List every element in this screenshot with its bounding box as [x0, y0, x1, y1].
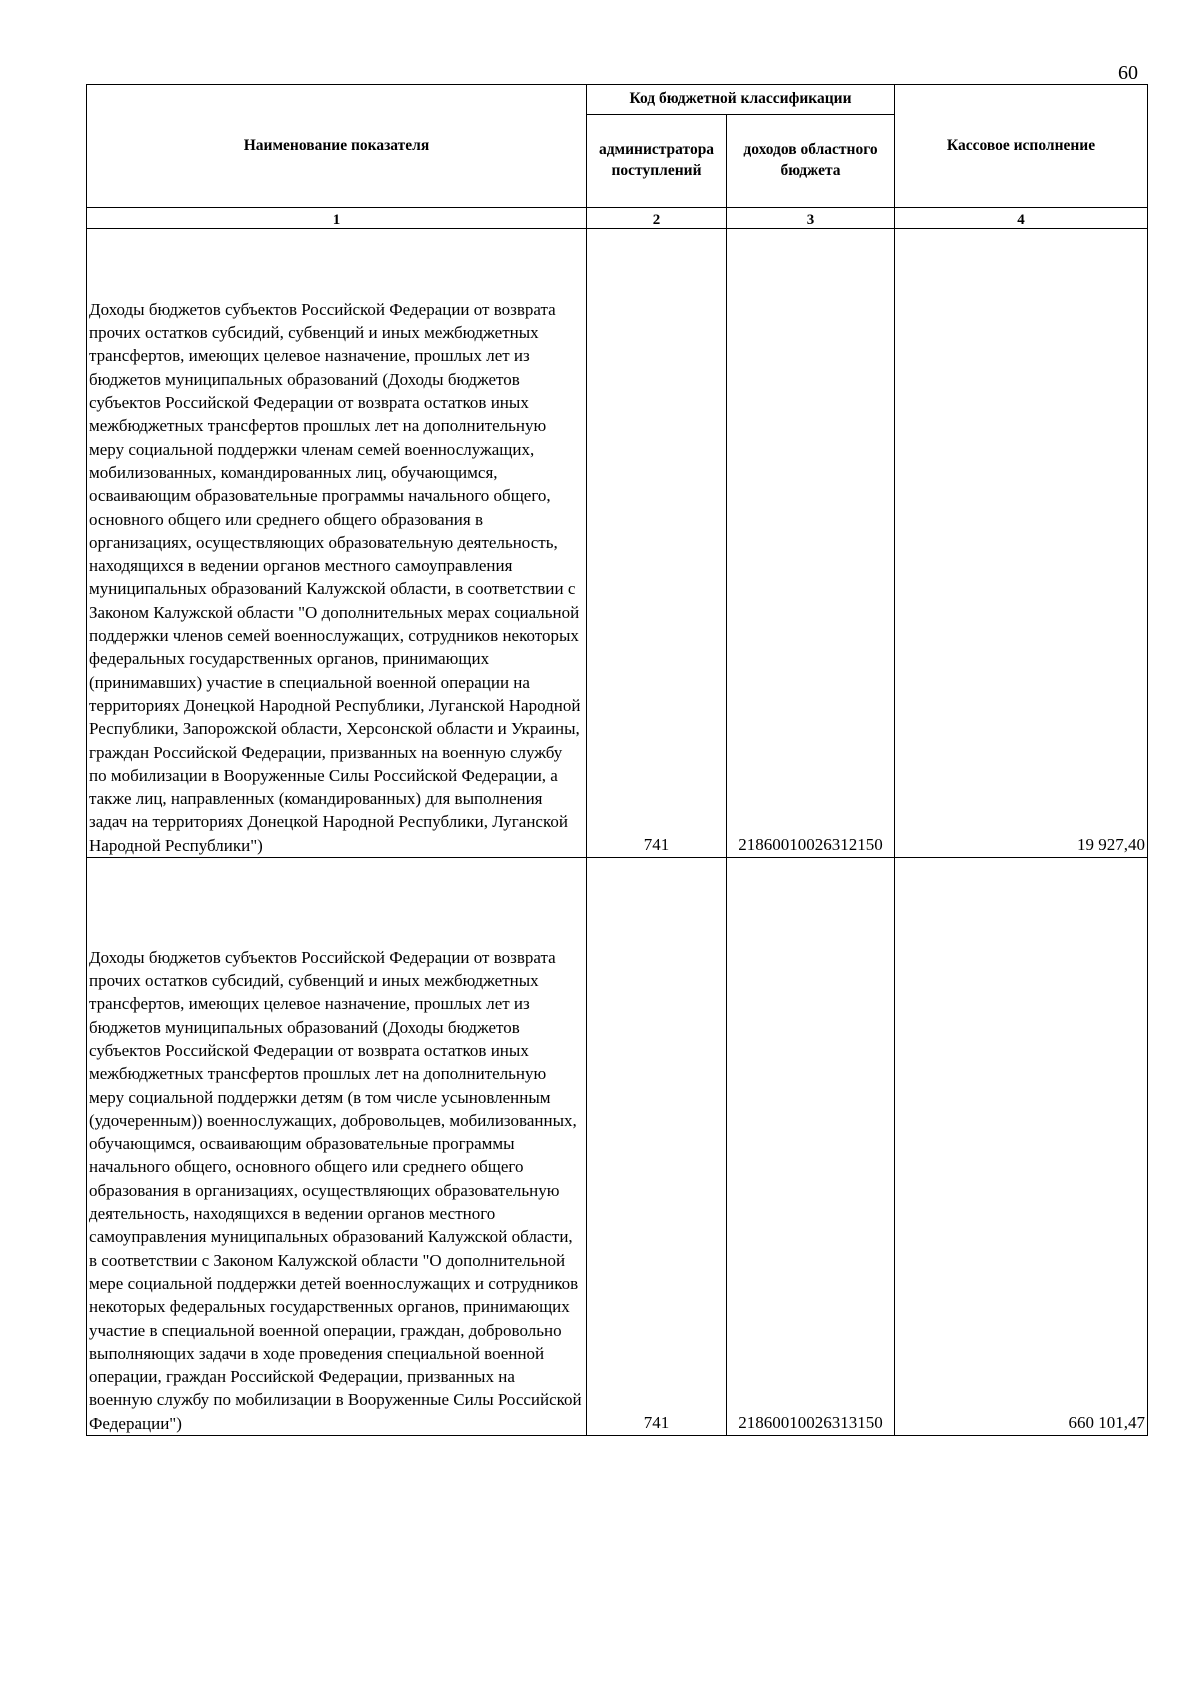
row-cash-amount: 19 927,40: [895, 229, 1148, 858]
table-row: [87, 229, 1148, 858]
header-cash-execution: Кассовое исполнение: [895, 85, 1148, 208]
row-admin-code: 741: [587, 229, 727, 858]
column-number-4: 4: [895, 208, 1148, 229]
row-name: Доходы бюджетов субъектов Российской Федерации от возврата прочих остатков субсидий, субвенций и иных межбюджетных трансфертов, имеющих целевое назначение, прошлых лет из бюджетов муниципальных образований (Доходы бюджетов субъектов Российской Федерации от возврата остатков иных межбюджетных трансфертов прошлых лет на дополнительную меру социальной поддержки членам семей военнослужащих, мобилизованных, командированных лиц, обучающимся, осваивающим образовательные программы начального общего, основного общего или среднего общего образования в организациях, осуществляющих образовательную деятельность, находящихся в ведении органов местного самоуправления муниципальных образований Калужской области, в соответствии с Законом Калужской области "О дополнительных мерах социальной поддержки членов семей военнослужащих, сотрудников некоторых федеральных государственных органов, принимающих (принимавших) участие в специальной военной операции на территориях Донецкой Народной Республики, Луганской Народной Республики, Запорожской области, Херсонской области и Украины, граждан Российской Федерации, призванных на военную службу по мобилизации в Вооруженные Силы Российской Федерации, а также лиц, направленных (командированных) для выполнения задач на территориях Донецкой Народной Республики, Луганской Народной Республики"): [87, 229, 587, 858]
column-number-3: 3: [727, 208, 895, 229]
table-row: [87, 858, 1148, 1436]
page-number: 60: [1118, 62, 1138, 84]
header-income: доходов областного бюджета: [727, 114, 895, 207]
row-admin-code: 741: [587, 858, 727, 1436]
header-budget-code-group: Код бюджетной классификации: [587, 85, 895, 115]
row-income-code: 21860010026313150: [727, 858, 895, 1436]
row-cash-amount: 660 101,47: [895, 858, 1148, 1436]
column-number-1: 1: [87, 208, 587, 229]
row-name: Доходы бюджетов субъектов Российской Федерации от возврата прочих остатков субсидий, субвенций и иных межбюджетных трансфертов, имеющих целевое назначение, прошлых лет из бюджетов муниципальных образований (Доходы бюджетов субъектов Российской Федерации от возврата остатков иных межбюджетных трансфертов прошлых лет на дополнительную меру социальной поддержки детям (в том числе усыновленным (удочеренным)) военнослужащих, добровольцев, мобилизованных, обучающимся, осваивающим образовательные программы начального общего, основного общего или среднего общего образования в организациях, осуществляющих образовательную деятельность, находящихся в ведении органов местного самоуправления муниципальных образований Калужской области, в соответствии с Законом Калужской области "О дополнительной мере социальной поддержки детей военнослужащих и сотрудников некоторых федеральных государственных органов, принимающих участие в специальной военной операции, граждан, добровольно выполняющих задачи в ходе проведения специальной военной операции, граждан Российской Федерации, призванных на военную службу по мобилизации в Вооруженные Силы Российской Федерации"): [87, 858, 587, 1436]
header-admin: администратора поступлений: [587, 114, 727, 207]
header-name: Наименование показателя: [87, 85, 587, 208]
column-number-2: 2: [587, 208, 727, 229]
row-income-code: 21860010026312150: [727, 229, 895, 858]
column-numbers-row: [87, 208, 1148, 229]
budget-table: [86, 84, 1148, 1436]
